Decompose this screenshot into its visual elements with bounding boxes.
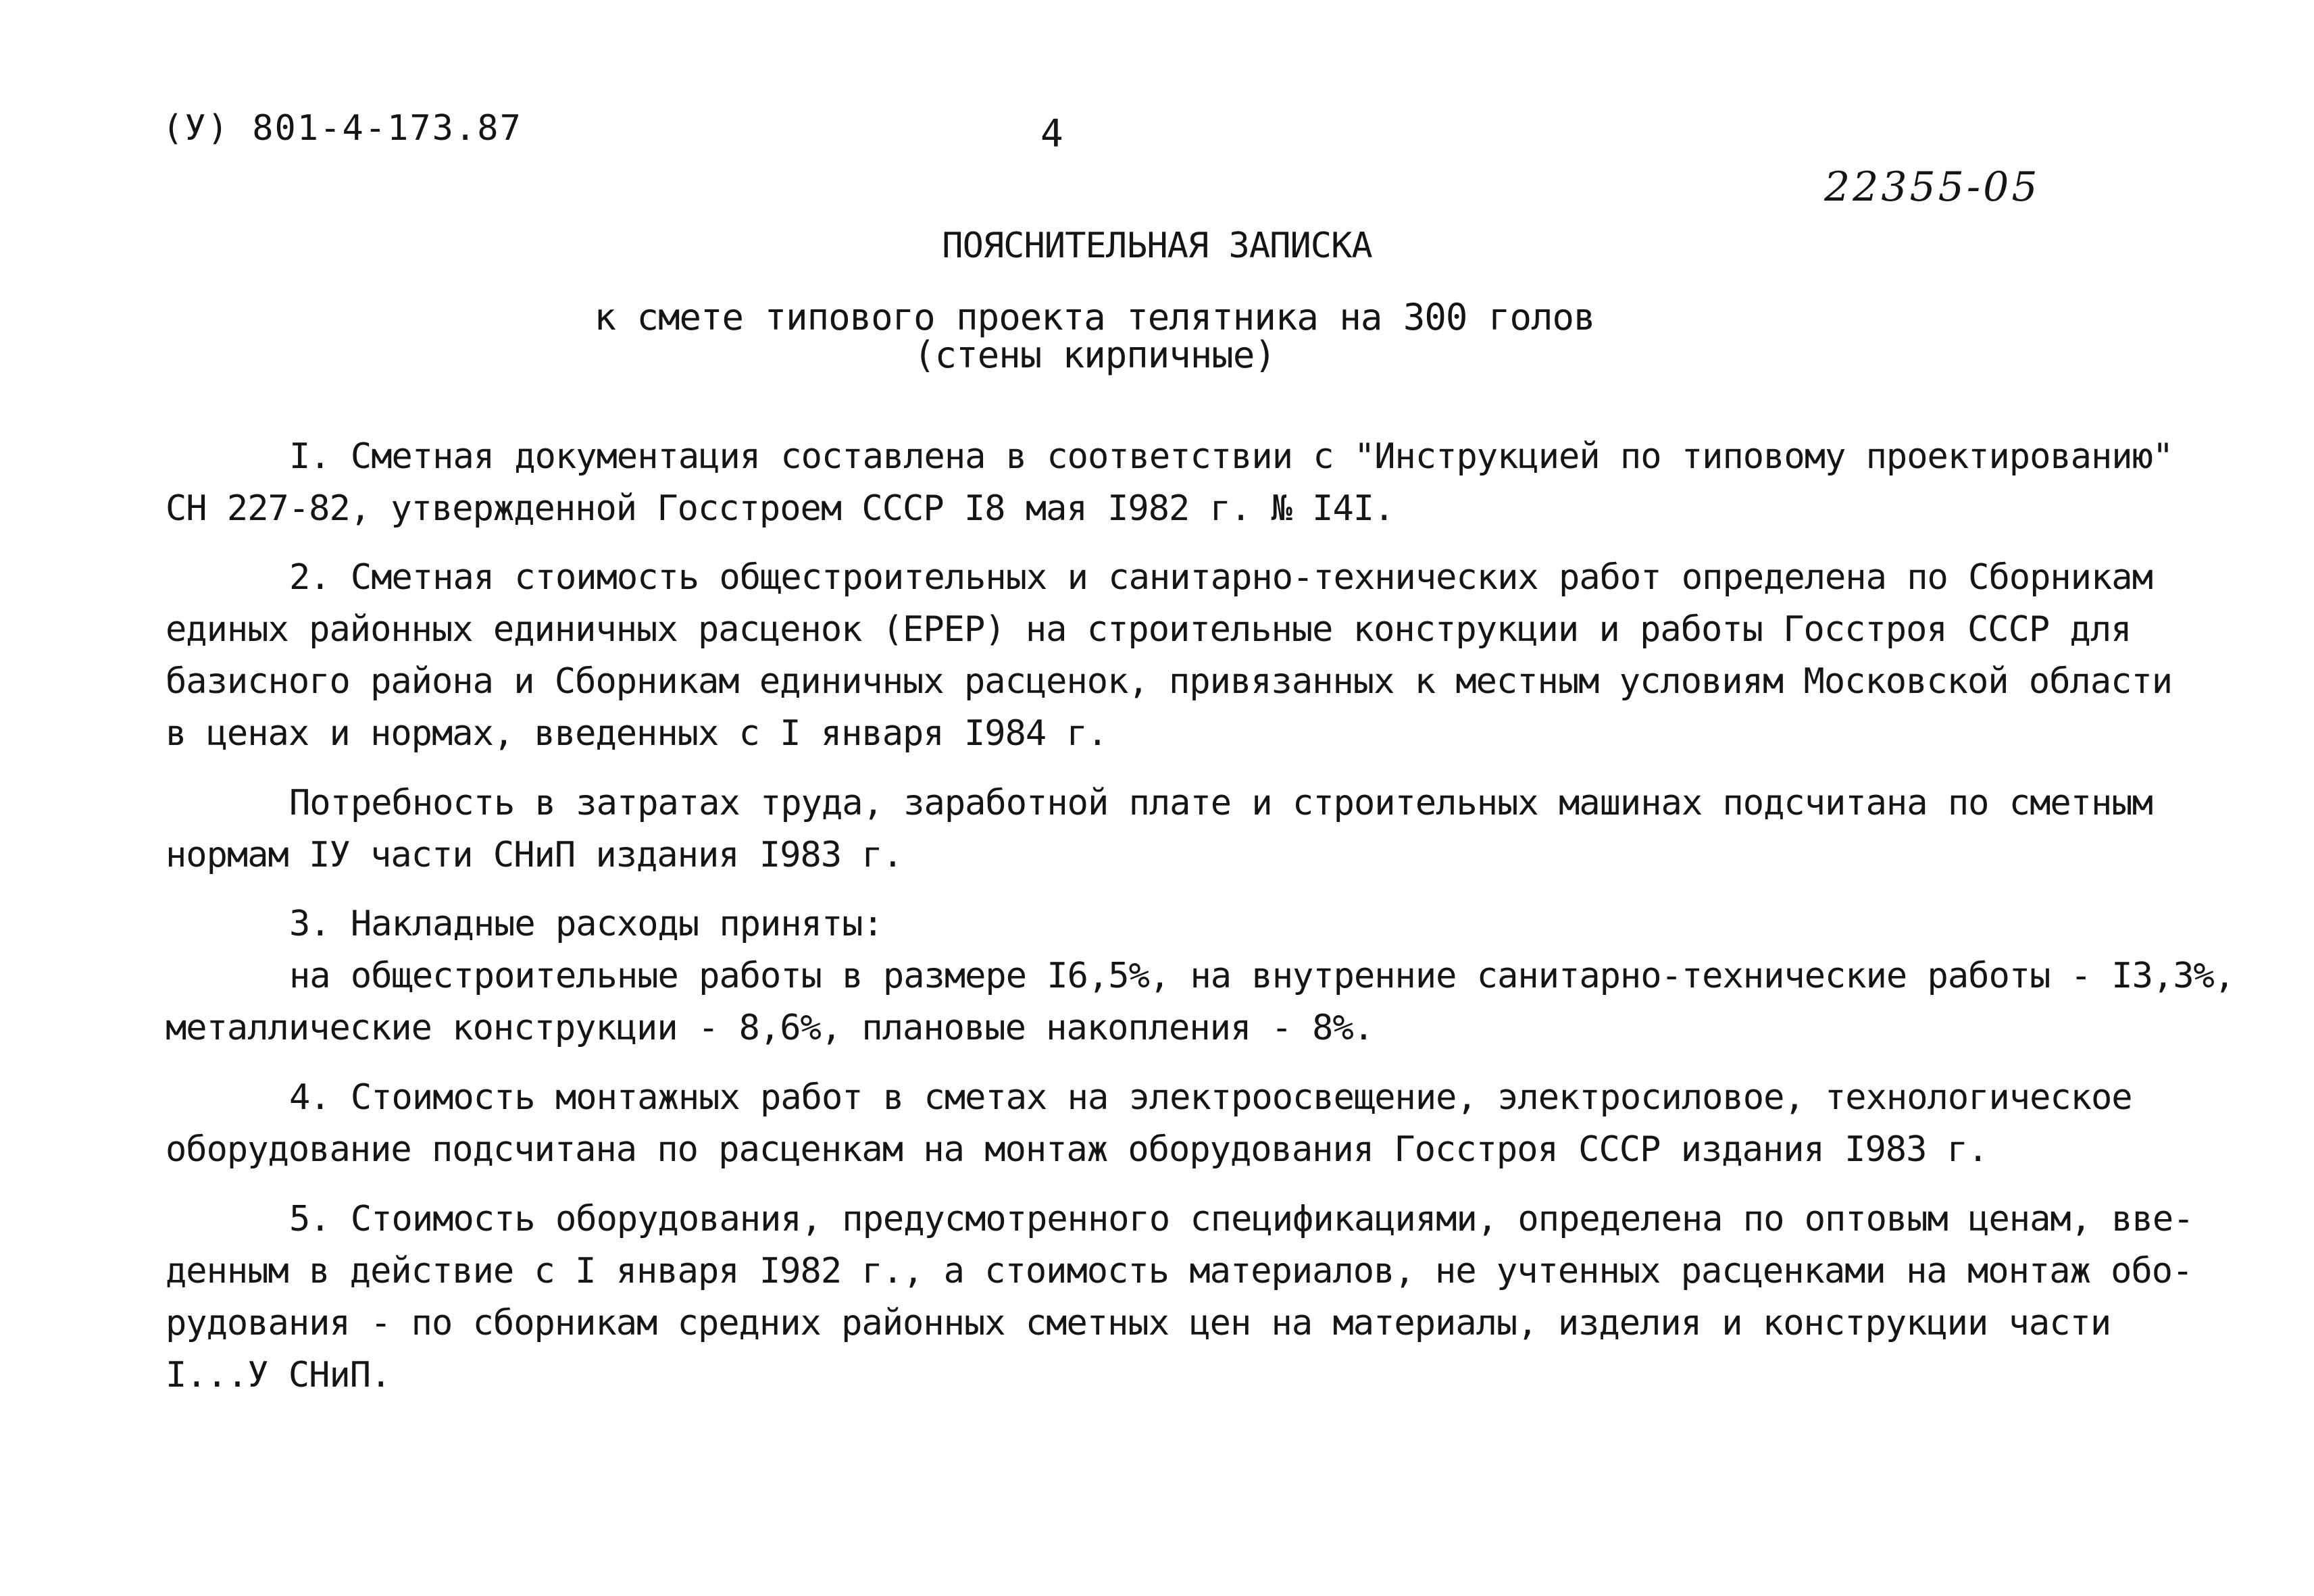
subtitle-line: (стены кирпичные) [913,334,1276,376]
paragraph-1-line: СН 227-82, утвержденной Госстроем СССР I8 мая I982 г. № I4I. [166,488,1394,529]
paragraph-2b-line: нормам IУ части СНиП издания I983 г. [166,835,903,875]
document-code: (У) 801-4-173.87 [162,108,522,149]
paragraph-2-line: единых районных единичных расценок (ЕРЕР) на строительные конструкции и работы Госстроя СССР для [166,609,2132,650]
paragraph-5-line: денным в действие с I января I982 г., а стоимость материалов, не учтенных расценками на монтаж обо- [166,1251,2193,1291]
paragraph-4-line: оборудование подсчитана по расценкам на монтаж оборудования Госстроя СССР издания I983 г. [166,1129,1988,1170]
paragraph-2-line: в ценах и нормах, введенных с I января I984 г. [166,713,1108,754]
paragraph-2b-line: Потребность в затратах труда, заработной плате и строительных машинах подсчитана по сметным [289,783,2153,823]
paragraph-3-line: металлические конструкции - 8,6%, плановые накопления - 8%. [166,1008,1374,1048]
page-title: ПОЯСНИТЕЛЬНАЯ ЗАПИСКА [942,226,1372,266]
subtitle-line: к смете типового проекта телятника на 300 голов [594,296,1595,338]
paragraph-5-line: рудования - по сборникам средних районных сметных цен на материалы, изделия и конструкции части [166,1303,2111,1343]
paragraph-3-line: 3. Накладные расходы приняты: [289,904,883,944]
paragraph-5-line: 5. Стоимость оборудования, предусмотренного спецификациями, определена по оптовым ценам, вве- [289,1199,2194,1239]
paragraph-2-line: 2. Сметная стоимость общестроительных и санитарно-технических работ определена по Сборникам [289,557,2153,598]
paragraph-1-line: I. Сметная документация составлена в соответствии с "Инструкцией по типовому проектированию" [289,436,2173,477]
paragraph-4-line: 4. Стоимость монтажных работ в сметах на электроосвещение, электросиловое, технологическое [289,1077,2132,1118]
paragraph-2-line: базисного района и Сборникам единичных расценок, привязанных к местным условиям Московской области [166,661,2173,702]
page-number: 4 [1040,112,1063,156]
paragraph-3-line: на общестроительные работы в размере I6,5%, на внутренние санитарно-технические работы - I3,3%, [289,956,2235,996]
paragraph-5-line: I...У СНиП. [166,1355,391,1395]
archive-number: 22355-05 [1824,163,2040,211]
